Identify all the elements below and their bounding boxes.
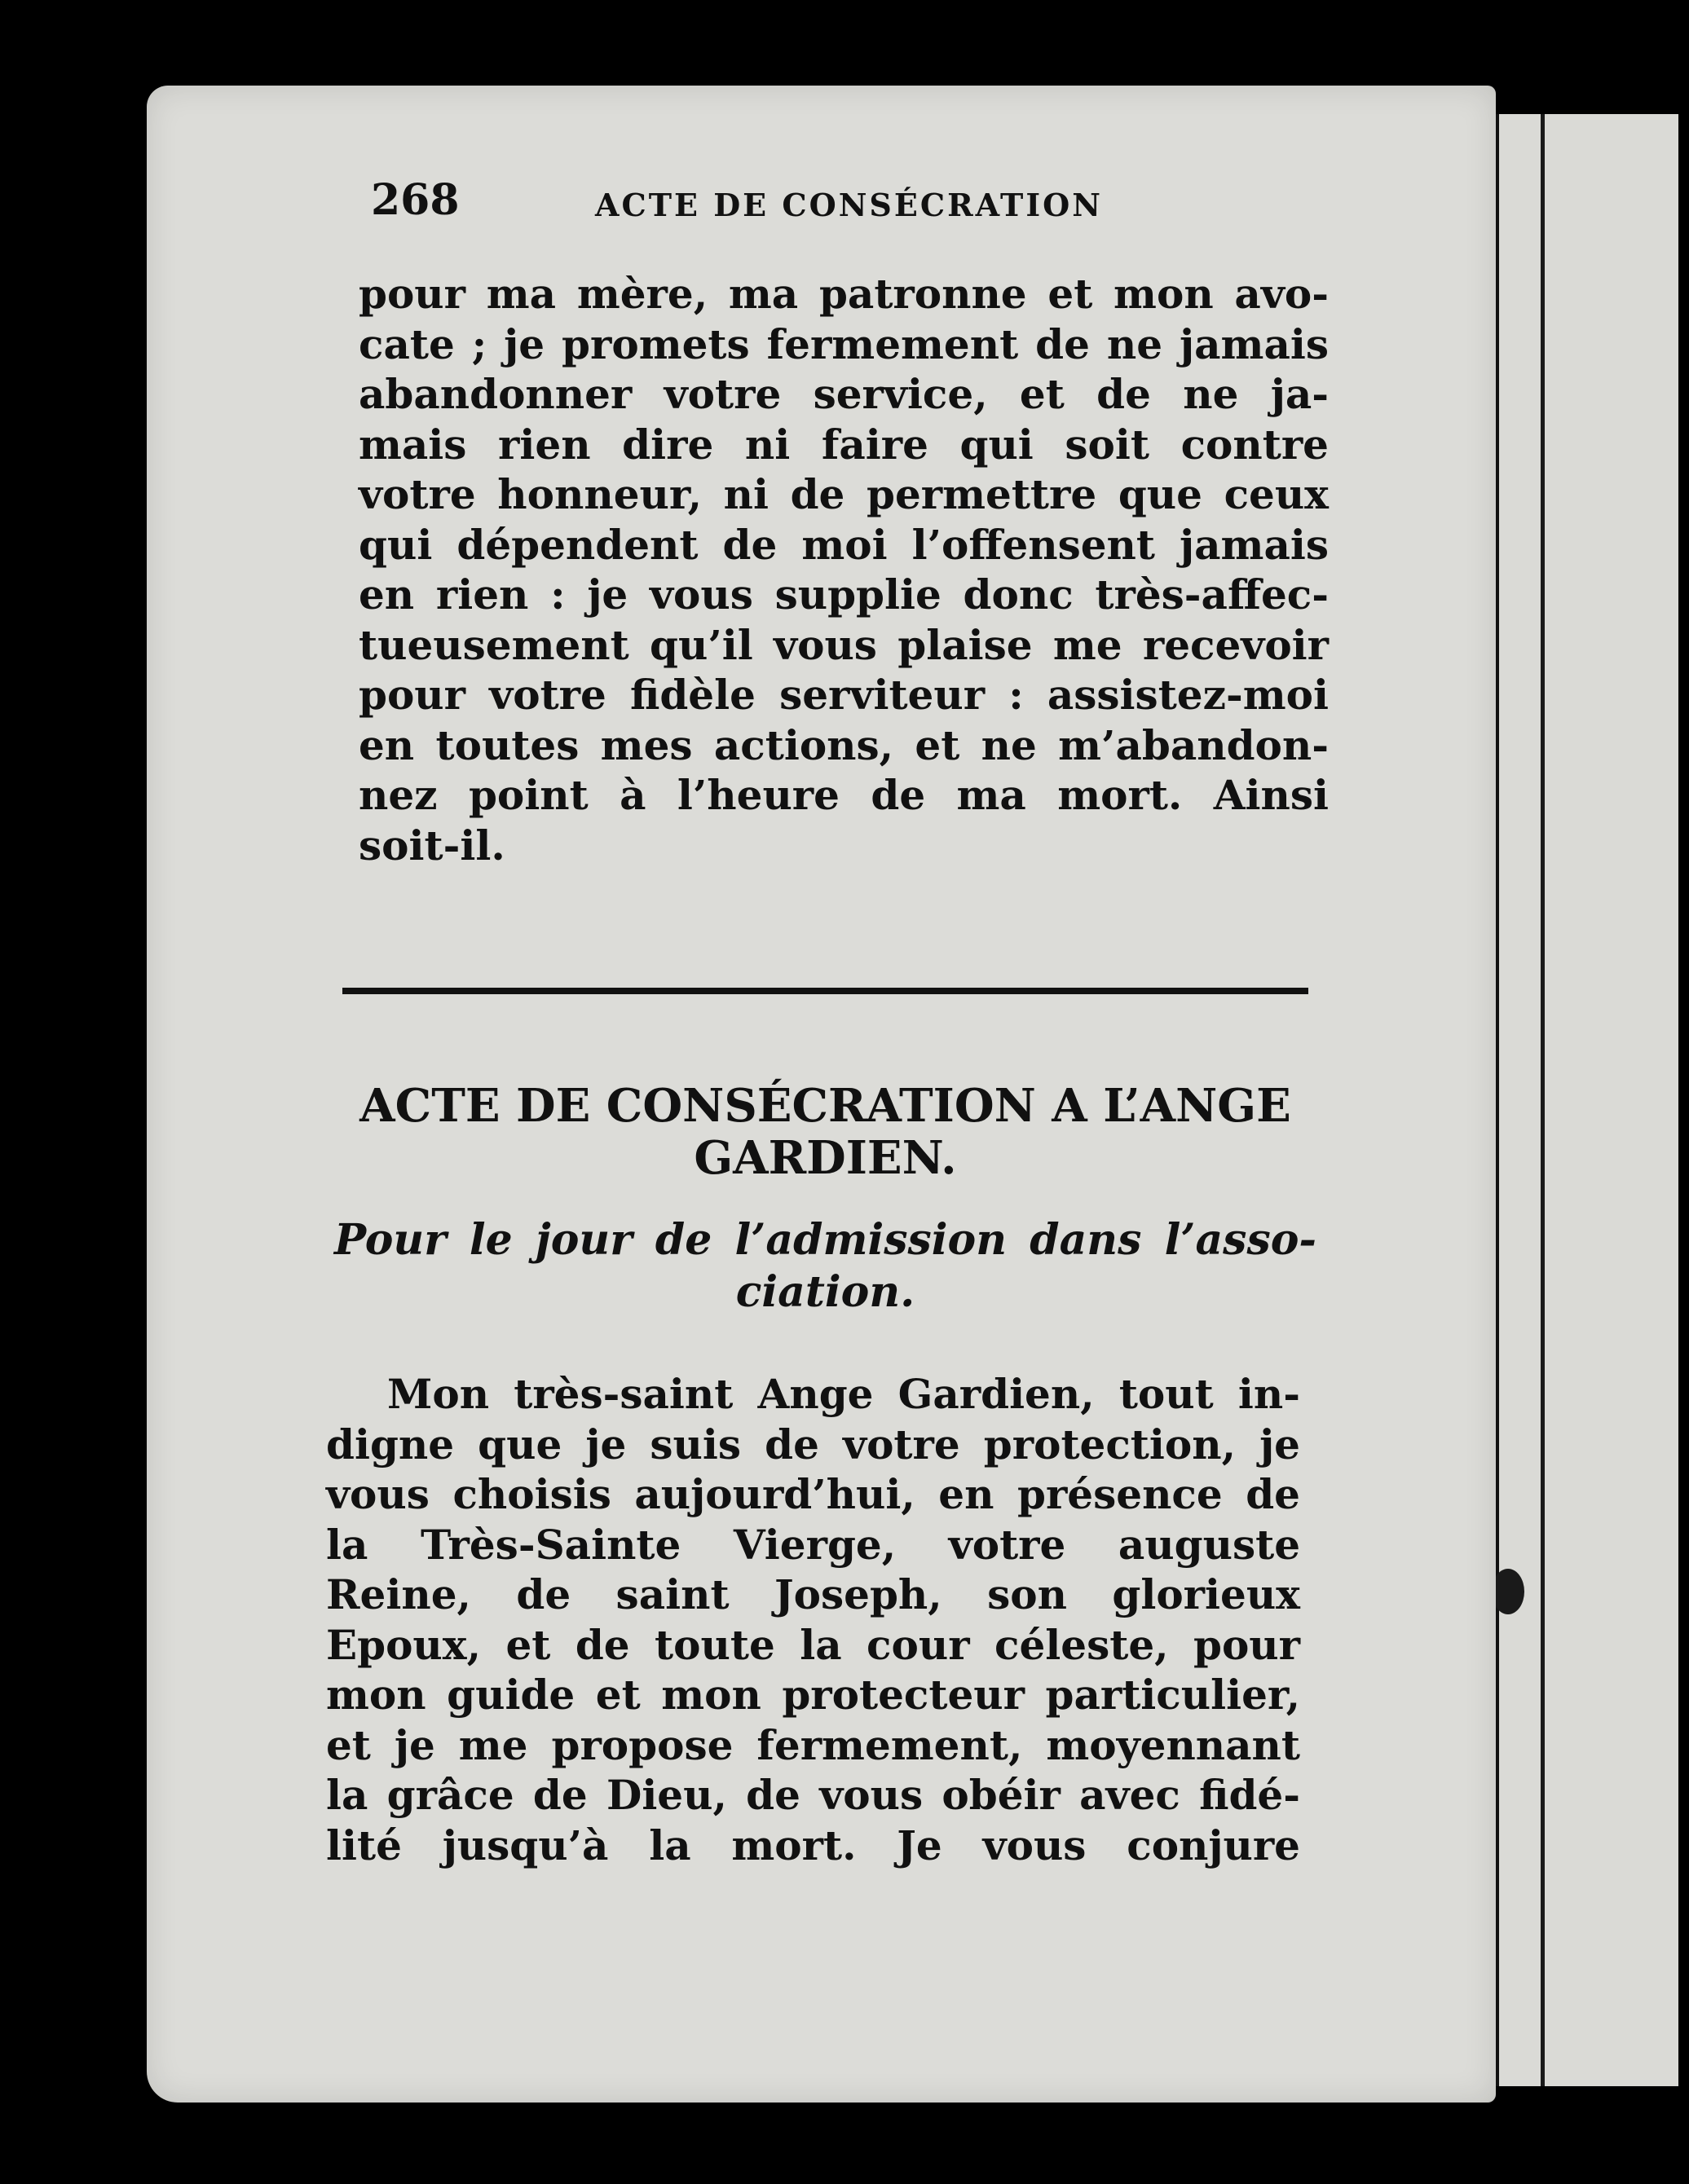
text-line: Mon très-saint Ange Gardien, tout in- xyxy=(387,1370,1300,1418)
text-line: tueusement qu’il vous plaise me recevoir xyxy=(359,620,1329,669)
text-line: pour votre fidèle serviteur : assistez-moi xyxy=(359,671,1329,719)
page-number: 268 xyxy=(371,175,460,225)
page-edge-line xyxy=(1541,114,1545,2086)
text-line: vous choisis aujourd’hui, en présence de xyxy=(326,1470,1300,1518)
section-subtitle xyxy=(334,1214,1316,1319)
text-line: digne que je suis de votre protection, je xyxy=(326,1420,1300,1468)
text-line: Reine, de saint Joseph, son glorieux xyxy=(326,1570,1300,1618)
text-line: mais rien dire ni faire qui soit contre xyxy=(359,420,1329,469)
section-title xyxy=(326,1080,1325,1184)
section-title-line: GARDIEN. xyxy=(694,1131,957,1185)
paragraph-2 xyxy=(326,1369,1300,1870)
page-header xyxy=(371,175,1333,232)
text-line: la grâce de Dieu, de vous obéir avec fidé- xyxy=(326,1771,1300,1819)
subtitle-line: ciation. xyxy=(735,1267,915,1317)
text-line: abandonner votre service, et de ne ja- xyxy=(359,370,1329,418)
text-line: pour ma mère, ma patronne et mon avo- xyxy=(359,270,1329,318)
text-line: nez point à l’heure de ma mort. Ainsi xyxy=(359,771,1329,819)
text-line: en rien : je vous supplie donc très-affec- xyxy=(359,570,1329,619)
section-divider xyxy=(342,988,1308,994)
subtitle-line: Pour le jour de l’admission dans l’asso- xyxy=(334,1215,1316,1265)
text-line: et je me propose fermement, moyennant xyxy=(326,1720,1300,1769)
text-line: cate ; je promets fermement de ne jamais xyxy=(359,319,1329,368)
section-title-line: ACTE DE CONSÉCRATION A L’ANGE xyxy=(359,1079,1291,1133)
adjacent-page xyxy=(1496,114,1678,2086)
text-line: votre honneur, ni de permettre que ceux xyxy=(359,470,1329,518)
text-line: qui dépendent de moi l’offensent jamais xyxy=(359,520,1329,569)
text-line: la Très-Sainte Vierge, votre auguste xyxy=(326,1520,1300,1569)
text-line: soit-il. xyxy=(359,821,505,870)
text-line: mon guide et mon protecteur particulier, xyxy=(326,1671,1300,1719)
text-line: lité jusqu’à la mort. Je vous conjure xyxy=(326,1821,1300,1869)
text-line: Epoux, et de toute la cour céleste, pour xyxy=(326,1620,1300,1669)
text-line: en toutes mes actions, et ne m’abandon- xyxy=(359,720,1329,769)
running-head: ACTE DE CONSÉCRATION xyxy=(595,187,1103,223)
paragraph-1 xyxy=(359,269,1329,870)
ink-blot xyxy=(1492,1569,1524,1614)
